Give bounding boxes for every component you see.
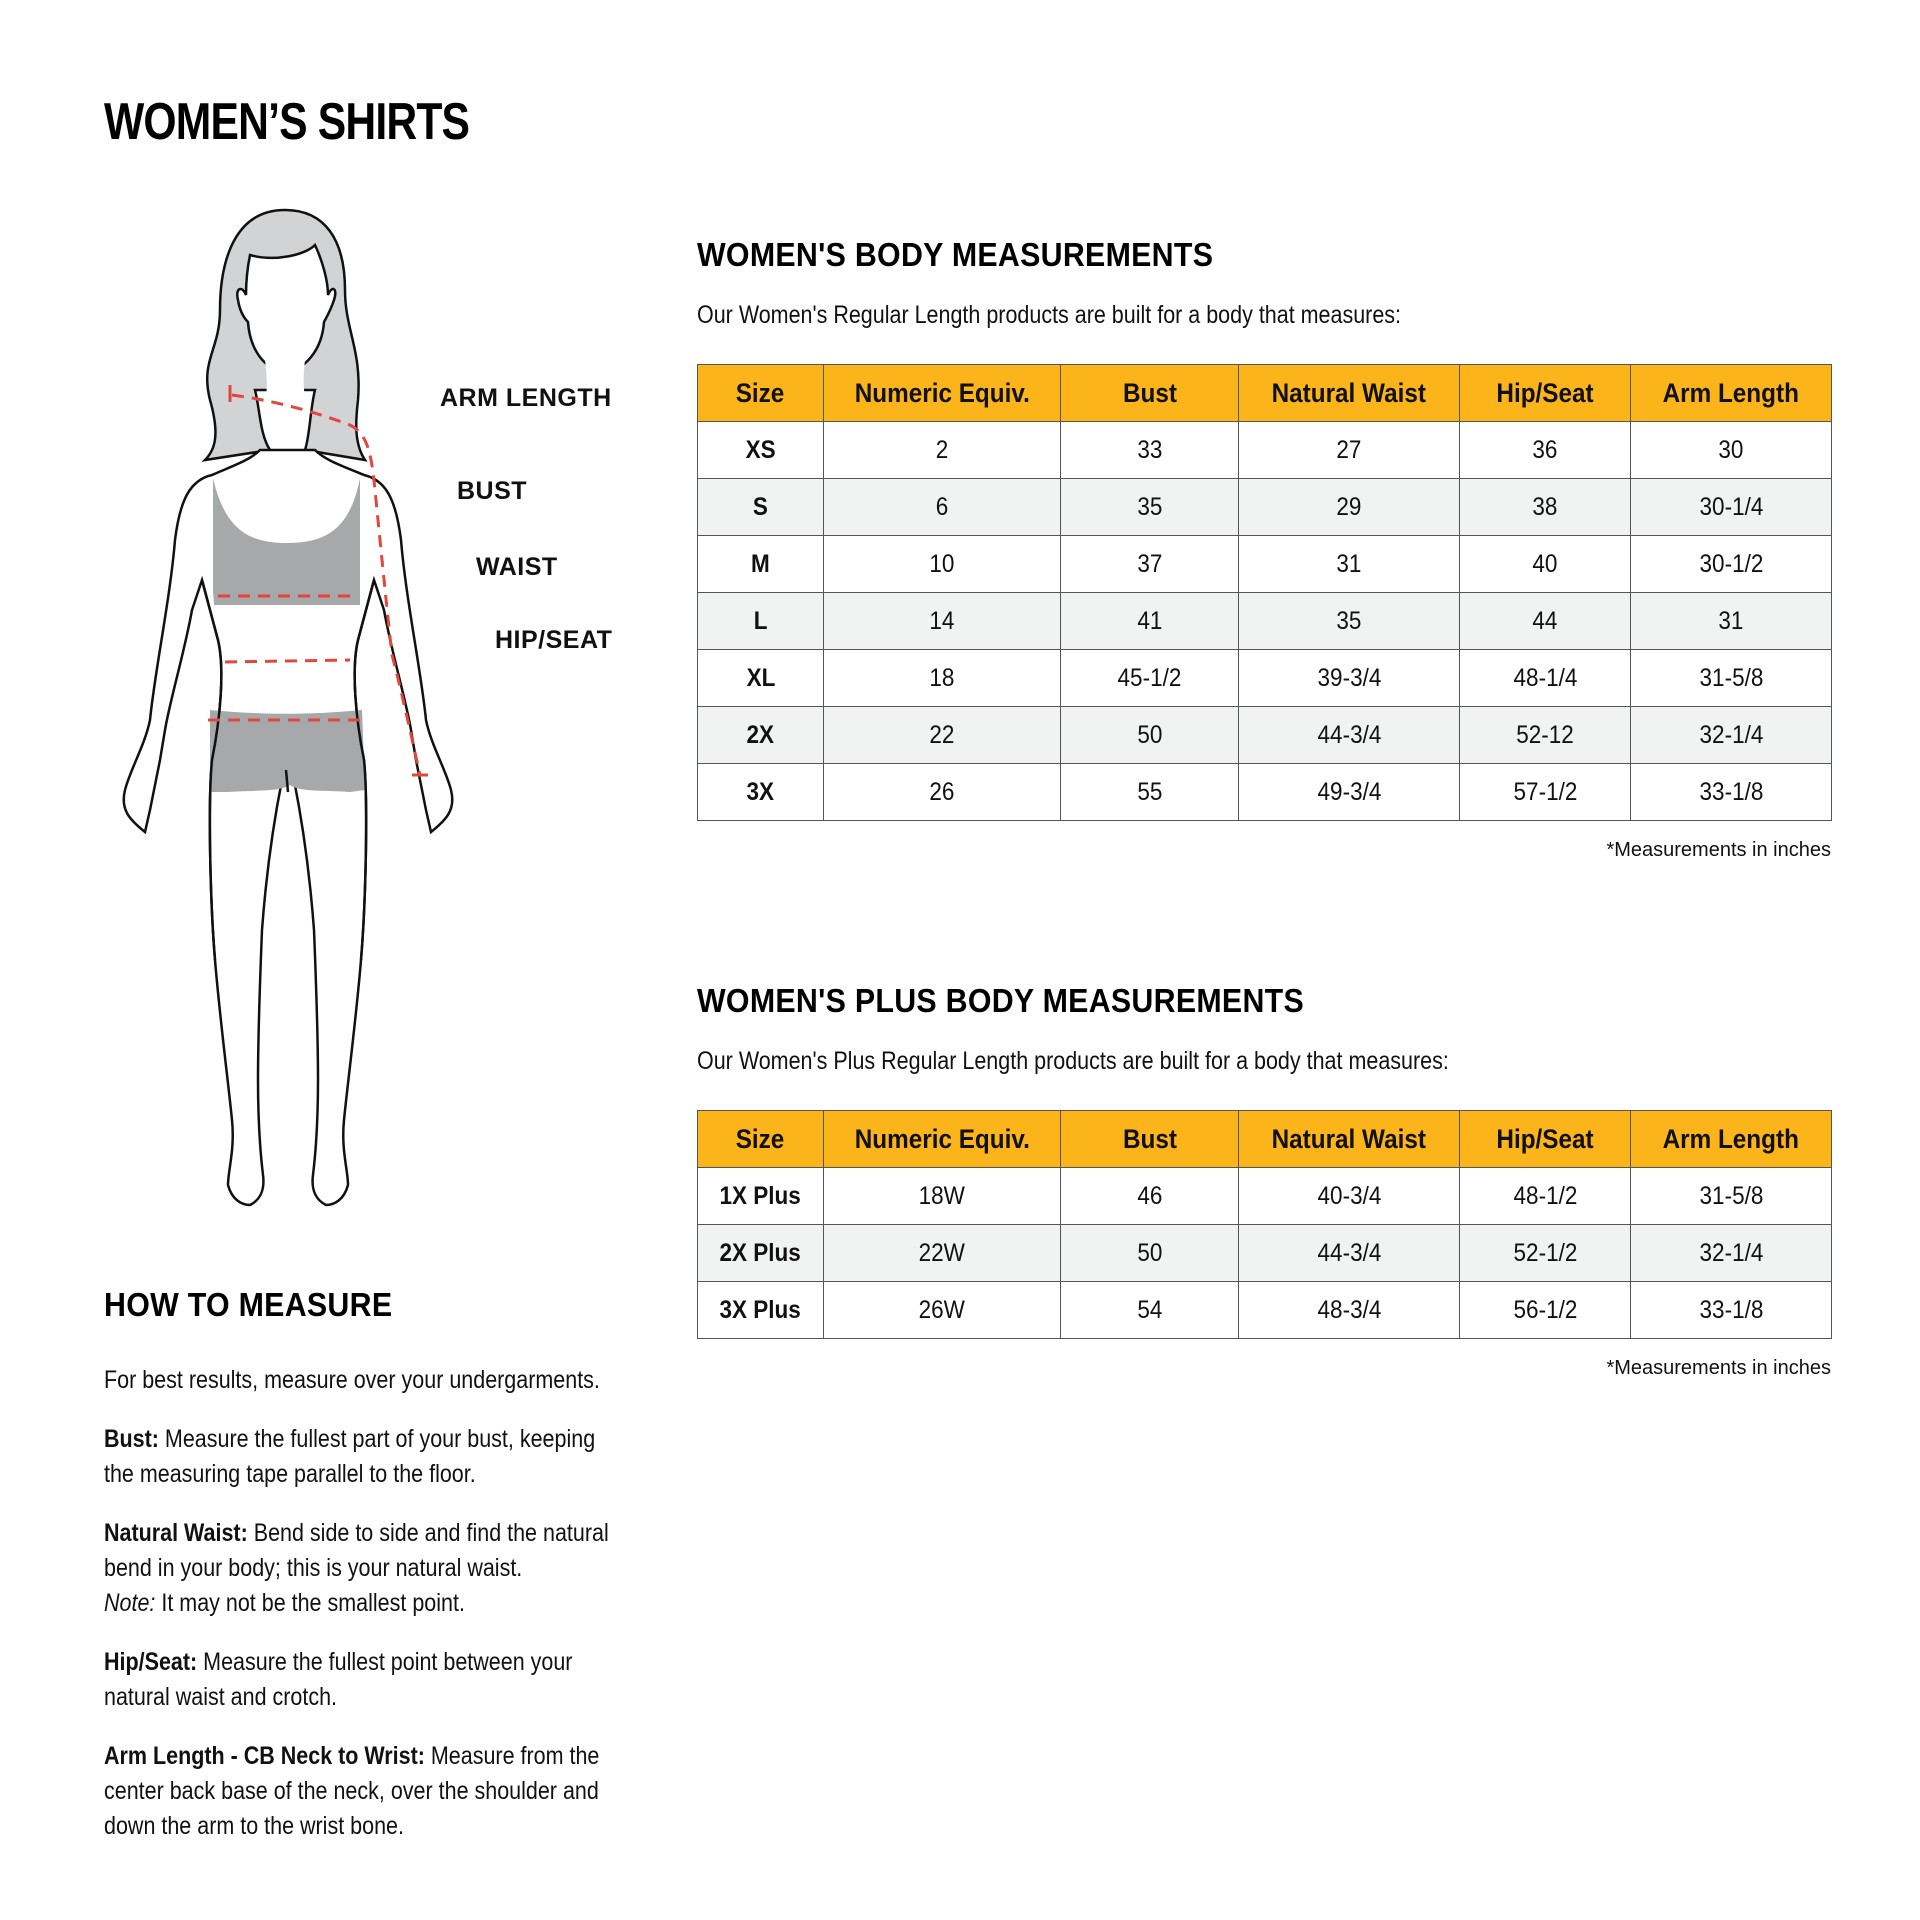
- column-header-bust: Bust: [1061, 365, 1239, 422]
- hip-cell: 52-12: [1460, 707, 1631, 764]
- regular-section-subtitle: Our Women's Regular Length products are built for a body that measures:: [697, 301, 1402, 329]
- figure-label-hip-seat: HIP/SEAT: [495, 626, 613, 654]
- instruction-natural-waist: [104, 1516, 620, 1621]
- plus-size-table: [697, 1110, 1832, 1339]
- hip-cell: 48-1/4: [1460, 650, 1631, 707]
- instruction-text: Measure the fullest point between your natural waist and crotch.: [104, 1648, 573, 1711]
- plus-measurements-section: [697, 984, 1831, 1380]
- table-row: [698, 707, 1832, 764]
- table-row: [698, 593, 1832, 650]
- hip-cell: 56-1/2: [1460, 1282, 1631, 1339]
- numeric-cell: 10: [824, 536, 1061, 593]
- instruction-text: Bend side to side and find the natural bend in your body; this is your natural waist.: [104, 1519, 609, 1582]
- how-to-measure-section: [104, 1288, 664, 1844]
- size-cell: XS: [698, 422, 824, 479]
- waist-cell: 31: [1239, 536, 1460, 593]
- hip-cell: 36: [1460, 422, 1631, 479]
- instruction-term: Bust:: [104, 1425, 159, 1453]
- hip-cell: 40: [1460, 536, 1631, 593]
- body-measurement-figure: [110, 200, 630, 1240]
- table-header-row: [698, 365, 1832, 422]
- bust-cell: 50: [1061, 707, 1239, 764]
- bust-cell: 41: [1061, 593, 1239, 650]
- column-header-hip-seat: Hip/Seat: [1460, 365, 1631, 422]
- arm-cell: 30: [1631, 422, 1832, 479]
- table-row: [698, 764, 1832, 821]
- bust-cell: 50: [1061, 1225, 1239, 1282]
- hip-cell: 48-1/2: [1460, 1168, 1631, 1225]
- bust-cell: 46: [1061, 1168, 1239, 1225]
- arm-cell: 30-1/2: [1631, 536, 1832, 593]
- hip-cell: 44: [1460, 593, 1631, 650]
- hip-cell: 57-1/2: [1460, 764, 1631, 821]
- numeric-cell: 18: [824, 650, 1061, 707]
- column-header-size: Size: [698, 365, 824, 422]
- arm-cell: 31: [1631, 593, 1832, 650]
- arm-cell: 33-1/8: [1631, 764, 1832, 821]
- bust-cell: 54: [1061, 1282, 1239, 1339]
- how-to-measure-intro: For best results, measure over your undergarments.: [104, 1366, 600, 1394]
- bust-cell: 55: [1061, 764, 1239, 821]
- numeric-cell: 26: [824, 764, 1061, 821]
- column-header-arm-length: Arm Length: [1631, 365, 1832, 422]
- table-row: [698, 1168, 1832, 1225]
- figure-label-arm-length: ARM LENGTH: [440, 384, 612, 412]
- table-header-row: [698, 1111, 1832, 1168]
- instruction-text: Measure from the center back base of the neck, over the shoulder and down the arm to the wrist bone.: [104, 1742, 600, 1840]
- how-to-measure-title: HOW TO MEASURE: [104, 1286, 393, 1323]
- hip-cell: 52-1/2: [1460, 1225, 1631, 1282]
- bust-cell: 45-1/2: [1061, 650, 1239, 707]
- numeric-cell: 26W: [824, 1282, 1061, 1339]
- size-cell: 2X: [698, 707, 824, 764]
- column-header-natural-waist: Natural Waist: [1239, 1111, 1460, 1168]
- table-row: [698, 1225, 1832, 1282]
- waist-cell: 27: [1239, 422, 1460, 479]
- arm-cell: 31-5/8: [1631, 650, 1832, 707]
- arm-cell: 32-1/4: [1631, 707, 1832, 764]
- numeric-cell: 22: [824, 707, 1061, 764]
- instruction-term: Natural Waist:: [104, 1519, 248, 1547]
- waist-cell: 29: [1239, 479, 1460, 536]
- waist-cell: 35: [1239, 593, 1460, 650]
- table-row: [698, 1282, 1832, 1339]
- instruction-text: Measure the fullest part of your bust, keeping the measuring tape parallel to the floor.: [104, 1425, 596, 1488]
- numeric-cell: 2: [824, 422, 1061, 479]
- table-row: [698, 536, 1832, 593]
- table-row: [698, 422, 1832, 479]
- column-header-bust: Bust: [1061, 1111, 1239, 1168]
- regular-footnote: *Measurements in inches: [1606, 839, 1831, 861]
- size-cell: 3X Plus: [698, 1282, 824, 1339]
- instruction-bust: [104, 1422, 620, 1492]
- regular-measurements-section: [697, 238, 1831, 862]
- hip-cell: 38: [1460, 479, 1631, 536]
- bust-cell: 33: [1061, 422, 1239, 479]
- instruction-term: Hip/Seat:: [104, 1648, 198, 1676]
- numeric-cell: 22W: [824, 1225, 1061, 1282]
- column-header-size: Size: [698, 1111, 824, 1168]
- page-title: WOMEN’S SHIRTS: [104, 93, 470, 151]
- regular-size-table: [697, 364, 1832, 821]
- numeric-cell: 6: [824, 479, 1061, 536]
- waist-cell: 39-3/4: [1239, 650, 1460, 707]
- column-header-arm-length: Arm Length: [1631, 1111, 1832, 1168]
- arm-cell: 31-5/8: [1631, 1168, 1832, 1225]
- size-cell: 1X Plus: [698, 1168, 824, 1225]
- bust-cell: 35: [1061, 479, 1239, 536]
- bust-cell: 37: [1061, 536, 1239, 593]
- table-row: [698, 479, 1832, 536]
- table-row: [698, 650, 1832, 707]
- plus-section-subtitle: Our Women's Plus Regular Length products are built for a body that measures:: [697, 1047, 1449, 1075]
- instruction-arm-length: [104, 1739, 620, 1844]
- column-header-natural-waist: Natural Waist: [1239, 365, 1460, 422]
- plus-footnote: *Measurements in inches: [1606, 1357, 1831, 1379]
- column-header-numeric-equiv: Numeric Equiv.: [824, 365, 1061, 422]
- waist-cell: 44-3/4: [1239, 1225, 1460, 1282]
- size-cell: S: [698, 479, 824, 536]
- woman-silhouette-icon: [110, 200, 630, 1240]
- regular-section-title: WOMEN'S BODY MEASUREMENTS: [697, 236, 1214, 273]
- figure-label-waist: WAIST: [476, 553, 558, 581]
- column-header-numeric-equiv: Numeric Equiv.: [824, 1111, 1061, 1168]
- column-header-hip-seat: Hip/Seat: [1460, 1111, 1631, 1168]
- instruction-hip-seat: [104, 1645, 620, 1715]
- numeric-cell: 18W: [824, 1168, 1061, 1225]
- arm-cell: 32-1/4: [1631, 1225, 1832, 1282]
- numeric-cell: 14: [824, 593, 1061, 650]
- size-cell: 2X Plus: [698, 1225, 824, 1282]
- arm-cell: 33-1/8: [1631, 1282, 1832, 1339]
- arm-cell: 30-1/4: [1631, 479, 1832, 536]
- instruction-term: Arm Length - CB Neck to Wrist:: [104, 1742, 425, 1770]
- size-cell: L: [698, 593, 824, 650]
- size-cell: 3X: [698, 764, 824, 821]
- waist-cell: 40-3/4: [1239, 1168, 1460, 1225]
- size-cell: M: [698, 536, 824, 593]
- instruction-note-text: It may not be the smallest point.: [155, 1589, 465, 1617]
- figure-label-bust: BUST: [457, 477, 528, 505]
- waist-cell: 48-3/4: [1239, 1282, 1460, 1339]
- waist-cell: 49-3/4: [1239, 764, 1460, 821]
- plus-section-title: WOMEN'S PLUS BODY MEASUREMENTS: [697, 982, 1305, 1019]
- size-cell: XL: [698, 650, 824, 707]
- instruction-note-label: Note:: [104, 1589, 156, 1617]
- waist-cell: 44-3/4: [1239, 707, 1460, 764]
